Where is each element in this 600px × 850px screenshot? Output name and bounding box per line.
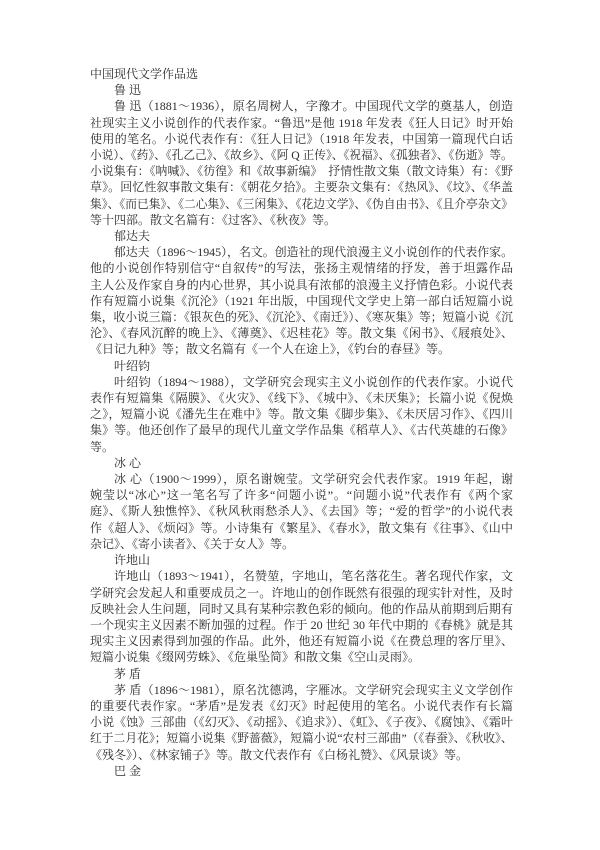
text-line: 叶绍钧（1894～1988），文学研究会现实主义小说创作的代表作家。小说代 xyxy=(114,374,513,389)
text-line: 短篇小说集《缀网劳蛛》、《危巢坠简》和散文集《空山灵雨》。 xyxy=(90,650,421,665)
text-line: 沦》、《春风沉醉的晚上》、《薄奠》、《迟桂花》等。散文集《闲书》、《屐痕处》、 xyxy=(90,326,513,341)
document-content xyxy=(90,66,513,779)
text-line: 等十四部。散文名篇有：《过客》、《秋夜》等。 xyxy=(90,212,337,227)
text-line: 表作有短篇集《隔膜》、《火灾》、《线下》、《城中》、《未厌集》；长篇小说《倪焕 xyxy=(90,391,513,406)
page-title: 中国现代文学作品选 xyxy=(90,67,199,81)
text-line: 社现实主义小说创作的代表作家。“鲁迅”是他 1918 年发表《狂人日记》时开始 xyxy=(90,115,513,130)
text-line: 庭》、《斯人独憔悴》、《秋风秋雨愁杀人》、《去国》等；“爱的哲学”的小说代表 xyxy=(90,504,513,519)
text-line: 茅 盾（1896～1981），原名沈德鸿，字雁冰。文学研究会现实主义文学创作 xyxy=(114,682,513,697)
text-line: 郁达夫（1896～1945），名文。创造社的现代浪漫主义小说创作的代表作家。 xyxy=(113,245,514,260)
section-heading: 叶绍钧 xyxy=(114,358,151,373)
text-line: 学研究会发起人和重要成员之一。许地山的创作既然有很强的现实针对性，及时 xyxy=(90,585,513,600)
text-line: 鲁 迅（1881～1936），原名周树人，字豫才。中国现代文学的奠基人，创造 xyxy=(114,99,513,114)
text-line: 反映社会人生问题，同时又具有某种宗教色彩的倾向。他的作品从前期到后期有 xyxy=(90,601,513,616)
text-line: 许地山（1893～1941），名赞堃，字地山，笔名落花生。著名现代作家，文 xyxy=(114,569,513,584)
text-line: 红于二月花》；短篇小说集《野蔷薇》，短篇小说“农村三部曲”（《春蚕》、《秋收》、 xyxy=(90,731,513,746)
text-line: 小说集有：《呐喊》、《彷徨》和《故事新编》 抒情性散文集（散文诗集）有：《野 xyxy=(90,164,514,179)
text-line: 杂记》、《寄小读者》、《关于女人》等。 xyxy=(90,536,295,551)
text-line: 《残冬》）、《林家铺子》等。散文代表作有《白杨礼赞》、《风景谈》等。 xyxy=(90,747,469,762)
text-line: 小说《蚀》三部曲（《幻灭》、《动摇》、《追求》）、《虹》、《子夜》、《腐蚀》、《霜叶 xyxy=(90,715,513,730)
section-heading: 茅 盾 xyxy=(114,666,142,681)
text-line: 婉莹以“冰心”这一笔名写了许多“问题小说”。“问题小说”代表作有《两个家 xyxy=(90,488,513,503)
text-line: 他的小说创作特别信守“自叙传”的写法，张扬主观情绪的抒发，善于坦露作品 xyxy=(90,261,513,276)
text-line: 集，收小说三篇：《银灰色的死》、《沉沦》、《南迁》）、《寒灰集》等；短篇小说《沉 xyxy=(90,310,514,325)
text-line: 集》、《而已集》、《二心集》、《三闲集》、《花边文学》、《伪自由书》、《且介亭杂文》 xyxy=(90,196,514,211)
text-line: 冰 心（1900～1999），原名谢婉莹。文学研究会代表作家。1919 年起，谢 xyxy=(114,472,513,487)
text-line: 之》，短篇小说《潘先生在难中》等。散文集《脚步集》、《未厌居习作》、《四川 xyxy=(90,407,513,422)
section-heading: 冰 心 xyxy=(114,455,142,470)
text-line: 作《超人》、《烦闷》等。小诗集有《繁星》、《春水》，散文集有《往事》、《山中 xyxy=(90,520,513,535)
text-line: 使用的笔名。小说代表作有：《狂人日记》（1918 年发表，中国第一篇现代白话 xyxy=(90,131,513,146)
text-line: 主人公及作家自身的内心世界，其小说具有浓郁的浪漫主义抒情色彩。小说代表 xyxy=(90,277,513,292)
text-line: 集》等。他还创作了最早的现代儿童文学作品集《稻草人》、《古代英雄的石像》 xyxy=(90,423,513,438)
text-line: 《日记九种》等；散文名篇有《一个人在途上》，《钓台的春昼》等。 xyxy=(90,342,451,357)
text-line: 一个现实主义因素不断加强的过程。作于 20 世纪 30 年代中期的《春桃》就是其 xyxy=(90,617,513,632)
text-line: 小说）、《药》、《孔乙己》、《故乡》、《阿 Q 正传》、《祝福》、《孤独者》、《伤逝》等。 xyxy=(90,148,513,163)
text-line: 现实主义因素得到加强的作品。此外，他还有短篇小说《在费总理的客厅里》、 xyxy=(90,634,513,649)
section-heading: 许地山 xyxy=(114,553,151,568)
text-line: 草》。回忆性叙事散文集有：《朝花夕拾》。主要杂文集有：《热风》、《坟》、《华盖 xyxy=(90,180,513,195)
text-line: 的重要代表作家。“茅盾”是发表《幻灭》时起使用的笔名。小说代表作有长篇 xyxy=(90,698,513,713)
text-line: 作有短篇小说集《沉沦》（1921 年出版，中国现代文学史上第一部白话短篇小说 xyxy=(90,293,513,308)
document-body xyxy=(90,82,513,779)
text-line: 等。 xyxy=(90,439,115,454)
section-heading: 巴 金 xyxy=(114,763,142,778)
section-heading: 鲁 迅 xyxy=(114,83,142,98)
section-heading: 郁达夫 xyxy=(114,229,151,244)
